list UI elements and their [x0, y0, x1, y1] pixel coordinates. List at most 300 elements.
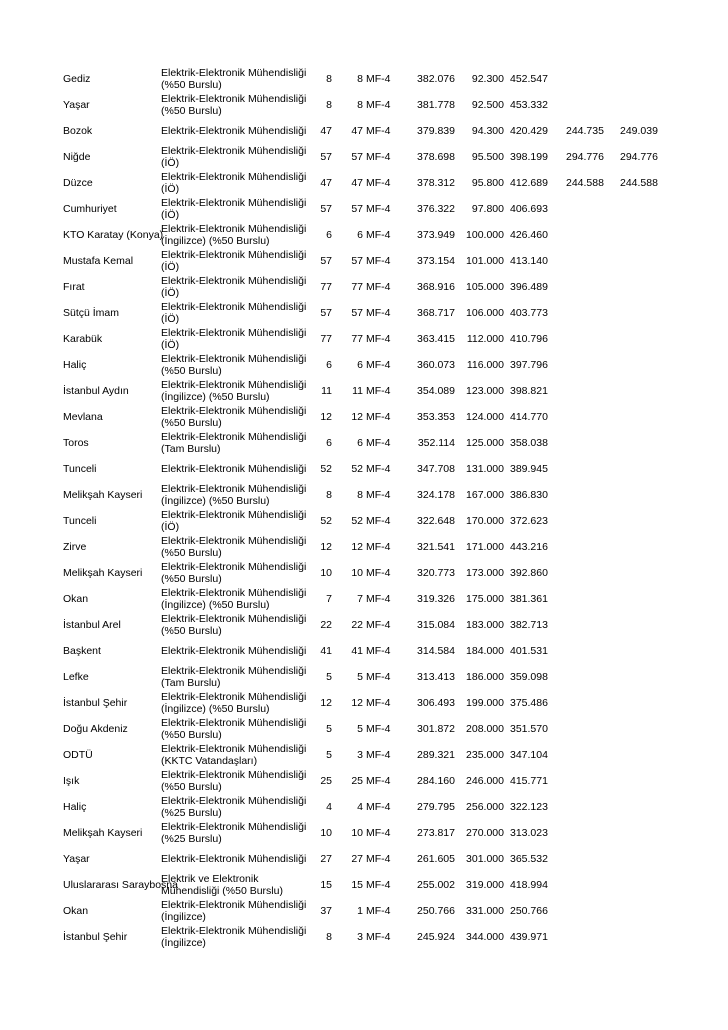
- extra-score-2-cell: [620, 560, 670, 586]
- max-score-cell: 397.796: [510, 359, 548, 371]
- quota-cell: 47: [320, 177, 332, 189]
- placed-cell: 10: [351, 567, 363, 579]
- extra-score-1-cell: [566, 92, 614, 118]
- department-cell: Elektrik-Elektronik Mühendisliği (İÖ): [161, 171, 307, 195]
- score-type-cell: MF-4: [366, 307, 391, 319]
- max-score-cell: 386.830: [510, 489, 548, 501]
- extra-score-1-cell: [566, 690, 614, 716]
- university-cell: Melikşah Kayseri: [63, 489, 143, 501]
- max-score-cell: 358.038: [510, 437, 548, 449]
- quota-cell: 12: [320, 541, 332, 553]
- rank-cell: 125.000: [466, 437, 504, 449]
- university-cell: Karabük: [63, 333, 103, 345]
- score-type-cell: MF-4: [366, 99, 391, 111]
- placed-cell: 47: [351, 177, 363, 189]
- max-score-cell: 414.770: [510, 411, 548, 423]
- department-cell: Elektrik-Elektronik Mühendisliği (İÖ): [161, 275, 307, 299]
- department-cell: Elektrik-Elektronik Mühendisliği (Tam Burslu): [161, 431, 307, 455]
- extra-score-1-cell: [566, 66, 614, 92]
- university-cell: Mevlana: [63, 411, 103, 423]
- max-score-cell: 452.547: [510, 73, 548, 85]
- quota-cell: 37: [320, 905, 332, 917]
- max-score-cell: 418.994: [510, 879, 548, 891]
- min-score-cell: 261.605: [417, 853, 455, 865]
- university-cell: Tunceli: [63, 463, 97, 475]
- min-score-cell: 245.924: [417, 931, 455, 943]
- max-score-cell: 398.199: [510, 151, 548, 163]
- score-type-cell: MF-4: [366, 73, 391, 85]
- university-cell: Işık: [63, 775, 80, 787]
- extra-score-1-cell: [566, 352, 614, 378]
- rank-cell: 171.000: [466, 541, 504, 553]
- max-score-cell: 398.821: [510, 385, 548, 397]
- score-type-cell: MF-4: [366, 879, 391, 891]
- score-type-cell: MF-4: [366, 437, 391, 449]
- score-type-cell: MF-4: [366, 203, 391, 215]
- score-type-cell: MF-4: [366, 177, 391, 189]
- department-cell: Elektrik-Elektronik Mühendisliği (%50 Burslu): [161, 353, 307, 377]
- extra-score-1-cell: [566, 794, 614, 820]
- placed-cell: 57: [351, 203, 363, 215]
- placed-cell: 5: [357, 671, 363, 683]
- university-cell: Melikşah Kayseri: [63, 827, 143, 839]
- table-row: [0, 456, 728, 482]
- extra-score-2-cell: [620, 716, 670, 742]
- university-cell: Uluslararası Saraybosna: [63, 879, 178, 891]
- max-score-cell: 413.140: [510, 255, 548, 267]
- extra-score-2-cell: [620, 300, 670, 326]
- extra-score-1-cell: [566, 534, 614, 560]
- rank-cell: 124.000: [466, 411, 504, 423]
- department-cell: Elektrik-Elektronik Mühendisliği (İÖ): [161, 197, 307, 221]
- score-type-cell: MF-4: [366, 749, 391, 761]
- score-type-cell: MF-4: [366, 645, 391, 657]
- rank-cell: 105.000: [466, 281, 504, 293]
- rank-cell: 95.500: [471, 151, 504, 163]
- placed-cell: 8: [357, 73, 363, 85]
- rank-cell: 208.000: [466, 723, 504, 735]
- rank-cell: 173.000: [466, 567, 504, 579]
- placed-cell: 52: [351, 515, 363, 527]
- extra-score-2-cell: [620, 508, 670, 534]
- placed-cell: 10: [351, 827, 363, 839]
- min-score-cell: 379.839: [417, 125, 455, 137]
- department-cell: Elektrik-Elektronik Mühendisliği (%50 Burslu): [161, 769, 307, 793]
- placed-cell: 12: [351, 411, 363, 423]
- min-score-cell: 368.916: [417, 281, 455, 293]
- score-type-cell: MF-4: [366, 411, 391, 423]
- quota-cell: 10: [320, 827, 332, 839]
- rank-cell: 331.000: [466, 905, 504, 917]
- table-row: [0, 612, 728, 638]
- max-score-cell: 401.531: [510, 645, 548, 657]
- max-score-cell: 392.860: [510, 567, 548, 579]
- rank-cell: 131.000: [466, 463, 504, 475]
- department-cell: Elektrik-Elektronik Mühendisliği (İngilizce): [161, 899, 307, 923]
- rank-cell: 256.000: [466, 801, 504, 813]
- extra-score-1-cell: [566, 404, 614, 430]
- extra-score-2-cell: [620, 352, 670, 378]
- score-type-cell: MF-4: [366, 359, 391, 371]
- quota-cell: 6: [326, 229, 332, 241]
- min-score-cell: 373.154: [417, 255, 455, 267]
- extra-score-2-cell: [620, 456, 670, 482]
- table-row: [0, 534, 728, 560]
- rank-cell: 116.000: [466, 359, 504, 371]
- university-cell: Gediz: [63, 73, 91, 85]
- placed-cell: 57: [351, 151, 363, 163]
- extra-score-2-cell: [620, 768, 670, 794]
- min-score-cell: 363.415: [417, 333, 455, 345]
- rank-cell: 186.000: [466, 671, 504, 683]
- quota-cell: 5: [326, 671, 332, 683]
- max-score-cell: 406.693: [510, 203, 548, 215]
- score-type-cell: MF-4: [366, 905, 391, 917]
- max-score-cell: 410.796: [510, 333, 548, 345]
- min-score-cell: 321.541: [417, 541, 455, 553]
- university-cell: Cumhuriyet: [63, 203, 117, 215]
- table-row: [0, 846, 728, 872]
- min-score-cell: 353.353: [417, 411, 455, 423]
- university-cell: Zirve: [63, 541, 87, 553]
- university-cell: Düzce: [63, 177, 93, 189]
- min-score-cell: 382.076: [417, 73, 455, 85]
- quota-cell: 5: [326, 749, 332, 761]
- extra-score-1-cell: [566, 638, 614, 664]
- table-row: [0, 924, 728, 950]
- score-type-cell: MF-4: [366, 229, 391, 241]
- extra-score-1-cell: [566, 924, 614, 950]
- table-row: [0, 690, 728, 716]
- min-score-cell: 250.766: [417, 905, 455, 917]
- score-type-cell: MF-4: [366, 567, 391, 579]
- placed-cell: 57: [351, 255, 363, 267]
- extra-score-1-cell: [566, 274, 614, 300]
- placed-cell: 25: [351, 775, 363, 787]
- table-row: [0, 222, 728, 248]
- min-score-cell: 313.413: [417, 671, 455, 683]
- table-row: [0, 586, 728, 612]
- department-cell: Elektrik-Elektronik Mühendisliği (İngilizce) (%50 Burslu): [161, 379, 307, 403]
- department-cell: Elektrik-Elektronik Mühendisliği (İngilizce) (%50 Burslu): [161, 587, 307, 611]
- department-cell: Elektrik-Elektronik Mühendisliği (Tam Burslu): [161, 665, 307, 689]
- extra-score-2-cell: [620, 742, 670, 768]
- rank-cell: 270.000: [466, 827, 504, 839]
- extra-score-2-cell: [620, 92, 670, 118]
- department-cell: Elektrik-Elektronik Mühendisliği (%50 Burslu): [161, 67, 307, 91]
- min-score-cell: 378.312: [417, 177, 455, 189]
- rank-cell: 246.000: [466, 775, 504, 787]
- min-score-cell: 273.817: [417, 827, 455, 839]
- extra-score-1-cell: 294.776: [566, 151, 604, 163]
- university-cell: Bozok: [63, 125, 93, 137]
- extra-score-1-cell: [566, 586, 614, 612]
- score-type-cell: MF-4: [366, 463, 391, 475]
- university-cell: ODTÜ: [63, 749, 93, 761]
- score-type-cell: MF-4: [366, 593, 391, 605]
- extra-score-1-cell: [566, 482, 614, 508]
- score-type-cell: MF-4: [366, 619, 391, 631]
- placed-cell: 6: [357, 359, 363, 371]
- score-type-cell: MF-4: [366, 541, 391, 553]
- table-row: [0, 872, 728, 898]
- min-score-cell: 320.773: [417, 567, 455, 579]
- quota-cell: 57: [320, 255, 332, 267]
- extra-score-2-cell: [620, 872, 670, 898]
- table-row: [0, 560, 728, 586]
- extra-score-1-cell: [566, 898, 614, 924]
- quota-cell: 41: [320, 645, 332, 657]
- max-score-cell: 439.971: [510, 931, 548, 943]
- rank-cell: 94.300: [471, 125, 504, 137]
- rank-cell: 184.000: [466, 645, 504, 657]
- placed-cell: 6: [357, 229, 363, 241]
- university-cell: Tunceli: [63, 515, 97, 527]
- placed-cell: 12: [351, 541, 363, 553]
- university-cell: İstanbul Şehir: [63, 931, 128, 943]
- score-type-cell: MF-4: [366, 125, 391, 137]
- min-score-cell: 319.326: [417, 593, 455, 605]
- quota-cell: 8: [326, 931, 332, 943]
- rank-cell: 235.000: [466, 749, 504, 761]
- rank-cell: 92.500: [471, 99, 504, 111]
- table-row: [0, 196, 728, 222]
- extra-score-2-cell: 249.039: [620, 125, 658, 137]
- department-cell: Elektrik-Elektronik Mühendisliği (İÖ): [161, 509, 307, 533]
- table-row: [0, 638, 728, 664]
- max-score-cell: 322.123: [510, 801, 548, 813]
- placed-cell: 5: [357, 723, 363, 735]
- department-cell: Elektrik-Elektronik Mühendisliği: [161, 645, 307, 657]
- max-score-cell: 375.486: [510, 697, 548, 709]
- department-cell: Elektrik-Elektronik Mühendisliği (KKTC Vatandaşları): [161, 743, 307, 767]
- max-score-cell: 415.771: [510, 775, 548, 787]
- department-cell: Elektrik-Elektronik Mühendisliği (%50 Burslu): [161, 535, 307, 559]
- extra-score-1-cell: [566, 326, 614, 352]
- quota-cell: 8: [326, 99, 332, 111]
- extra-score-2-cell: [620, 274, 670, 300]
- extra-score-2-cell: [620, 222, 670, 248]
- department-cell: Elektrik-Elektronik Mühendisliği (İngilizce) (%50 Burslu): [161, 483, 307, 507]
- extra-score-2-cell: [620, 690, 670, 716]
- max-score-cell: 396.489: [510, 281, 548, 293]
- extra-score-1-cell: [566, 560, 614, 586]
- placed-cell: 8: [357, 99, 363, 111]
- quota-cell: 11: [321, 385, 332, 397]
- university-cell: Fırat: [63, 281, 85, 293]
- extra-score-2-cell: [620, 248, 670, 274]
- placed-cell: 22: [351, 619, 363, 631]
- score-type-cell: MF-4: [366, 723, 391, 735]
- max-score-cell: 382.713: [510, 619, 548, 631]
- extra-score-1-cell: [566, 196, 614, 222]
- max-score-cell: 313.023: [510, 827, 548, 839]
- table-row: [0, 768, 728, 794]
- min-score-cell: 352.114: [417, 437, 455, 449]
- department-cell: Elektrik-Elektronik Mühendisliği (İÖ): [161, 327, 307, 351]
- quota-cell: 47: [320, 125, 332, 137]
- min-score-cell: 255.002: [417, 879, 455, 891]
- extra-score-2-cell: [620, 846, 670, 872]
- university-cell: Sütçü İmam: [63, 307, 120, 319]
- placed-cell: 3: [357, 749, 363, 761]
- department-cell: Elektrik-Elektronik Mühendisliği (İÖ): [161, 145, 307, 169]
- extra-score-2-cell: [620, 794, 670, 820]
- department-cell: Elektrik-Elektronik Mühendisliği (İÖ): [161, 301, 307, 325]
- score-type-cell: MF-4: [366, 385, 391, 397]
- university-cell: Haliç: [63, 359, 87, 371]
- rank-cell: 199.000: [466, 697, 504, 709]
- department-cell: Elektrik-Elektronik Mühendisliği (İÖ): [161, 249, 307, 273]
- min-score-cell: 376.322: [417, 203, 455, 215]
- max-score-cell: 426.460: [510, 229, 548, 241]
- max-score-cell: 372.623: [510, 515, 548, 527]
- department-cell: Elektrik-Elektronik Mühendisliği (%50 Burslu): [161, 613, 307, 637]
- min-score-cell: 324.178: [417, 489, 455, 501]
- min-score-cell: 368.717: [417, 307, 455, 319]
- rank-cell: 175.000: [466, 593, 504, 605]
- max-score-cell: 381.361: [510, 593, 548, 605]
- rank-cell: 344.000: [466, 931, 504, 943]
- min-score-cell: 284.160: [417, 775, 455, 787]
- placed-cell: 41: [351, 645, 363, 657]
- table-row: [0, 664, 728, 690]
- rank-cell: 92.300: [471, 73, 504, 85]
- department-cell: Elektrik-Elektronik Mühendisliği (%50 Burslu): [161, 93, 307, 117]
- min-score-cell: 306.493: [417, 697, 455, 709]
- min-score-cell: 301.872: [417, 723, 455, 735]
- table-row: [0, 378, 728, 404]
- quota-cell: 6: [326, 437, 332, 449]
- university-cell: İstanbul Arel: [63, 619, 121, 631]
- department-cell: Elektrik ve Elektronik Mühendisliği (%50 Burslu): [161, 873, 283, 897]
- max-score-cell: 453.332: [510, 99, 548, 111]
- rank-cell: 183.000: [466, 619, 504, 631]
- department-cell: Elektrik-Elektronik Mühendisliği (İngilizce): [161, 925, 307, 949]
- min-score-cell: 289.321: [417, 749, 455, 761]
- min-score-cell: 315.084: [417, 619, 455, 631]
- extra-score-2-cell: [620, 664, 670, 690]
- department-cell: Elektrik-Elektronik Mühendisliği: [161, 125, 307, 137]
- extra-score-1-cell: [566, 768, 614, 794]
- department-cell: Elektrik-Elektronik Mühendisliği (%25 Burslu): [161, 821, 307, 845]
- extra-score-1-cell: [566, 378, 614, 404]
- placed-cell: 3: [357, 931, 363, 943]
- quota-cell: 7: [326, 593, 332, 605]
- table-row: [0, 716, 728, 742]
- max-score-cell: 443.216: [510, 541, 548, 553]
- table-row: [0, 508, 728, 534]
- university-cell: Toros: [63, 437, 89, 449]
- extra-score-1-cell: [566, 872, 614, 898]
- extra-score-2-cell: [620, 534, 670, 560]
- department-cell: Elektrik-Elektronik Mühendisliği (İngilizce) (%50 Burslu): [161, 223, 307, 247]
- placed-cell: 15: [351, 879, 363, 891]
- extra-score-1-cell: [566, 820, 614, 846]
- score-type-cell: MF-4: [366, 775, 391, 787]
- extra-score-1-cell: [566, 664, 614, 690]
- quota-cell: 57: [320, 203, 332, 215]
- quota-cell: 12: [320, 411, 332, 423]
- rank-cell: 101.000: [466, 255, 504, 267]
- extra-score-2-cell: [620, 378, 670, 404]
- table-row: [0, 898, 728, 924]
- placed-cell: 7: [357, 593, 363, 605]
- placed-cell: 77: [351, 281, 363, 293]
- score-type-cell: MF-4: [366, 281, 391, 293]
- score-type-cell: MF-4: [366, 151, 391, 163]
- extra-score-1-cell: [566, 456, 614, 482]
- table-row: [0, 248, 728, 274]
- rank-cell: 97.800: [471, 203, 504, 215]
- max-score-cell: 389.945: [510, 463, 548, 475]
- placed-cell: 47: [351, 125, 363, 137]
- score-type-cell: MF-4: [366, 853, 391, 865]
- quota-cell: 10: [320, 567, 332, 579]
- quota-cell: 15: [320, 879, 332, 891]
- extra-score-2-cell: [620, 430, 670, 456]
- quota-cell: 8: [326, 489, 332, 501]
- quota-cell: 12: [320, 697, 332, 709]
- university-cell: Haliç: [63, 801, 87, 813]
- placed-cell: 1: [357, 905, 363, 917]
- extra-score-2-cell: 294.776: [620, 151, 658, 163]
- table-row: [0, 482, 728, 508]
- extra-score-1-cell: [566, 430, 614, 456]
- table-row: [0, 92, 728, 118]
- rank-cell: 112.000: [466, 333, 504, 345]
- quota-cell: 4: [326, 801, 332, 813]
- placed-cell: 8: [357, 489, 363, 501]
- max-score-cell: 365.532: [510, 853, 548, 865]
- university-cell: Doğu Akdeniz: [63, 723, 128, 735]
- min-score-cell: 314.584: [417, 645, 455, 657]
- score-type-cell: MF-4: [366, 801, 391, 813]
- university-cell: Başkent: [63, 645, 101, 657]
- score-type-cell: MF-4: [366, 827, 391, 839]
- university-cell: Mustafa Kemal: [63, 255, 134, 267]
- rank-cell: 301.000: [466, 853, 504, 865]
- table-row: [0, 326, 728, 352]
- quota-cell: 6: [326, 359, 332, 371]
- department-cell: Elektrik-Elektronik Mühendisliği (%50 Burslu): [161, 405, 307, 429]
- university-cell: Melikşah Kayseri: [63, 567, 143, 579]
- extra-score-2-cell: [620, 898, 670, 924]
- score-type-cell: MF-4: [366, 489, 391, 501]
- placed-cell: 6: [357, 437, 363, 449]
- extra-score-1-cell: [566, 716, 614, 742]
- quota-cell: 57: [320, 307, 332, 319]
- table-row: [0, 170, 728, 196]
- min-score-cell: 347.708: [417, 463, 455, 475]
- quota-cell: 52: [320, 515, 332, 527]
- table-row: [0, 430, 728, 456]
- quota-cell: 25: [320, 775, 332, 787]
- university-cell: İstanbul Aydın: [63, 385, 129, 397]
- quota-cell: 8: [326, 73, 332, 85]
- extra-score-1-cell: 244.735: [566, 125, 604, 137]
- department-cell: Elektrik-Elektronik Mühendisliği (%25 Burslu): [161, 795, 307, 819]
- department-cell: Elektrik-Elektronik Mühendisliği (%50 Burslu): [161, 717, 307, 741]
- score-type-cell: MF-4: [366, 333, 391, 345]
- university-cell: Yaşar: [63, 853, 90, 865]
- extra-score-2-cell: [620, 404, 670, 430]
- quota-cell: 77: [320, 281, 332, 293]
- score-type-cell: MF-4: [366, 515, 391, 527]
- university-cell: Okan: [63, 593, 89, 605]
- placed-cell: 27: [351, 853, 363, 865]
- table-row: [0, 144, 728, 170]
